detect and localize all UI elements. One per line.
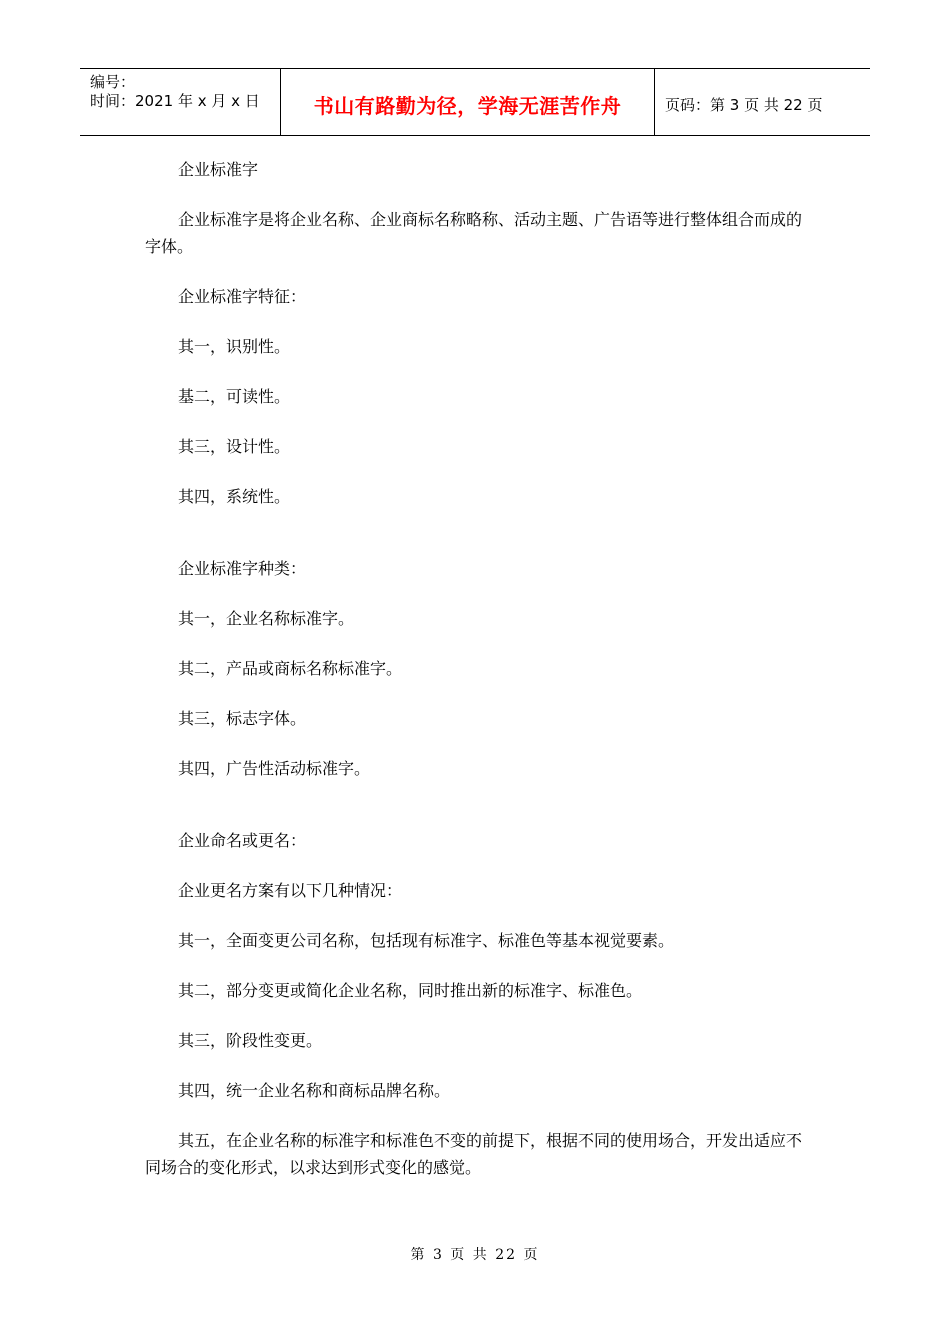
document-header — [80, 68, 870, 136]
list-item: 其一，识别性。 — [178, 337, 291, 356]
header-meta-cell — [80, 69, 281, 135]
header-page-cell — [655, 69, 870, 135]
list-item: 其四，系统性。 — [178, 487, 291, 506]
section-heading: 企业标准字种类： — [178, 559, 307, 578]
page-info: 页码：第 3 页 共 22 页 — [665, 95, 823, 114]
list-item: 其五，在企业名称的标准字和标准色不变的前提下，根据不同的使用场合，开发出适应不同场合的变化形式，以求达到形式变化的感觉。 — [145, 1131, 803, 1177]
section-heading: 企业标准字 — [178, 160, 259, 179]
date-label: 时间：2021 年 x 月 x 日 — [90, 92, 260, 110]
list-item: 其四，统一企业名称和商标品牌名称。 — [178, 1081, 451, 1100]
list-item: 其三，阶段性变更。 — [178, 1031, 323, 1050]
list-item: 其三，标志字体。 — [178, 709, 307, 728]
list-item: 其二，部分变更或简化企业名称，同时推出新的标准字、标准色。 — [178, 981, 643, 1000]
list-item: 其三，设计性。 — [178, 437, 291, 456]
list-item: 其一，企业名称标准字。 — [178, 609, 355, 628]
list-item: 其四，广告性活动标准字。 — [178, 759, 371, 778]
list-item: 其一，全面变更公司名称，包括现有标准字、标准色等基本视觉要素。 — [178, 931, 675, 950]
list-item: 基二，可读性。 — [178, 387, 291, 406]
paragraph: 企业更名方案有以下几种情况： — [178, 881, 403, 900]
page-footer: 第 3 页 共 22 页 — [410, 1247, 540, 1263]
section-heading: 企业命名或更名： — [178, 831, 307, 850]
code-label: 编号： — [90, 73, 136, 91]
document-body — [145, 156, 810, 1181]
paragraph: 企业标准字是将企业名称、企业商标名称略称、活动主题、广告语等进行整体组合而成的字体。 — [145, 210, 803, 256]
motto-text: 书山有路勤为径，学海无涯苦作舟 — [313, 93, 622, 118]
list-item: 其二，产品或商标名称标准字。 — [178, 659, 403, 678]
header-motto-cell — [281, 69, 655, 135]
section-heading: 企业标准字特征： — [178, 287, 307, 306]
